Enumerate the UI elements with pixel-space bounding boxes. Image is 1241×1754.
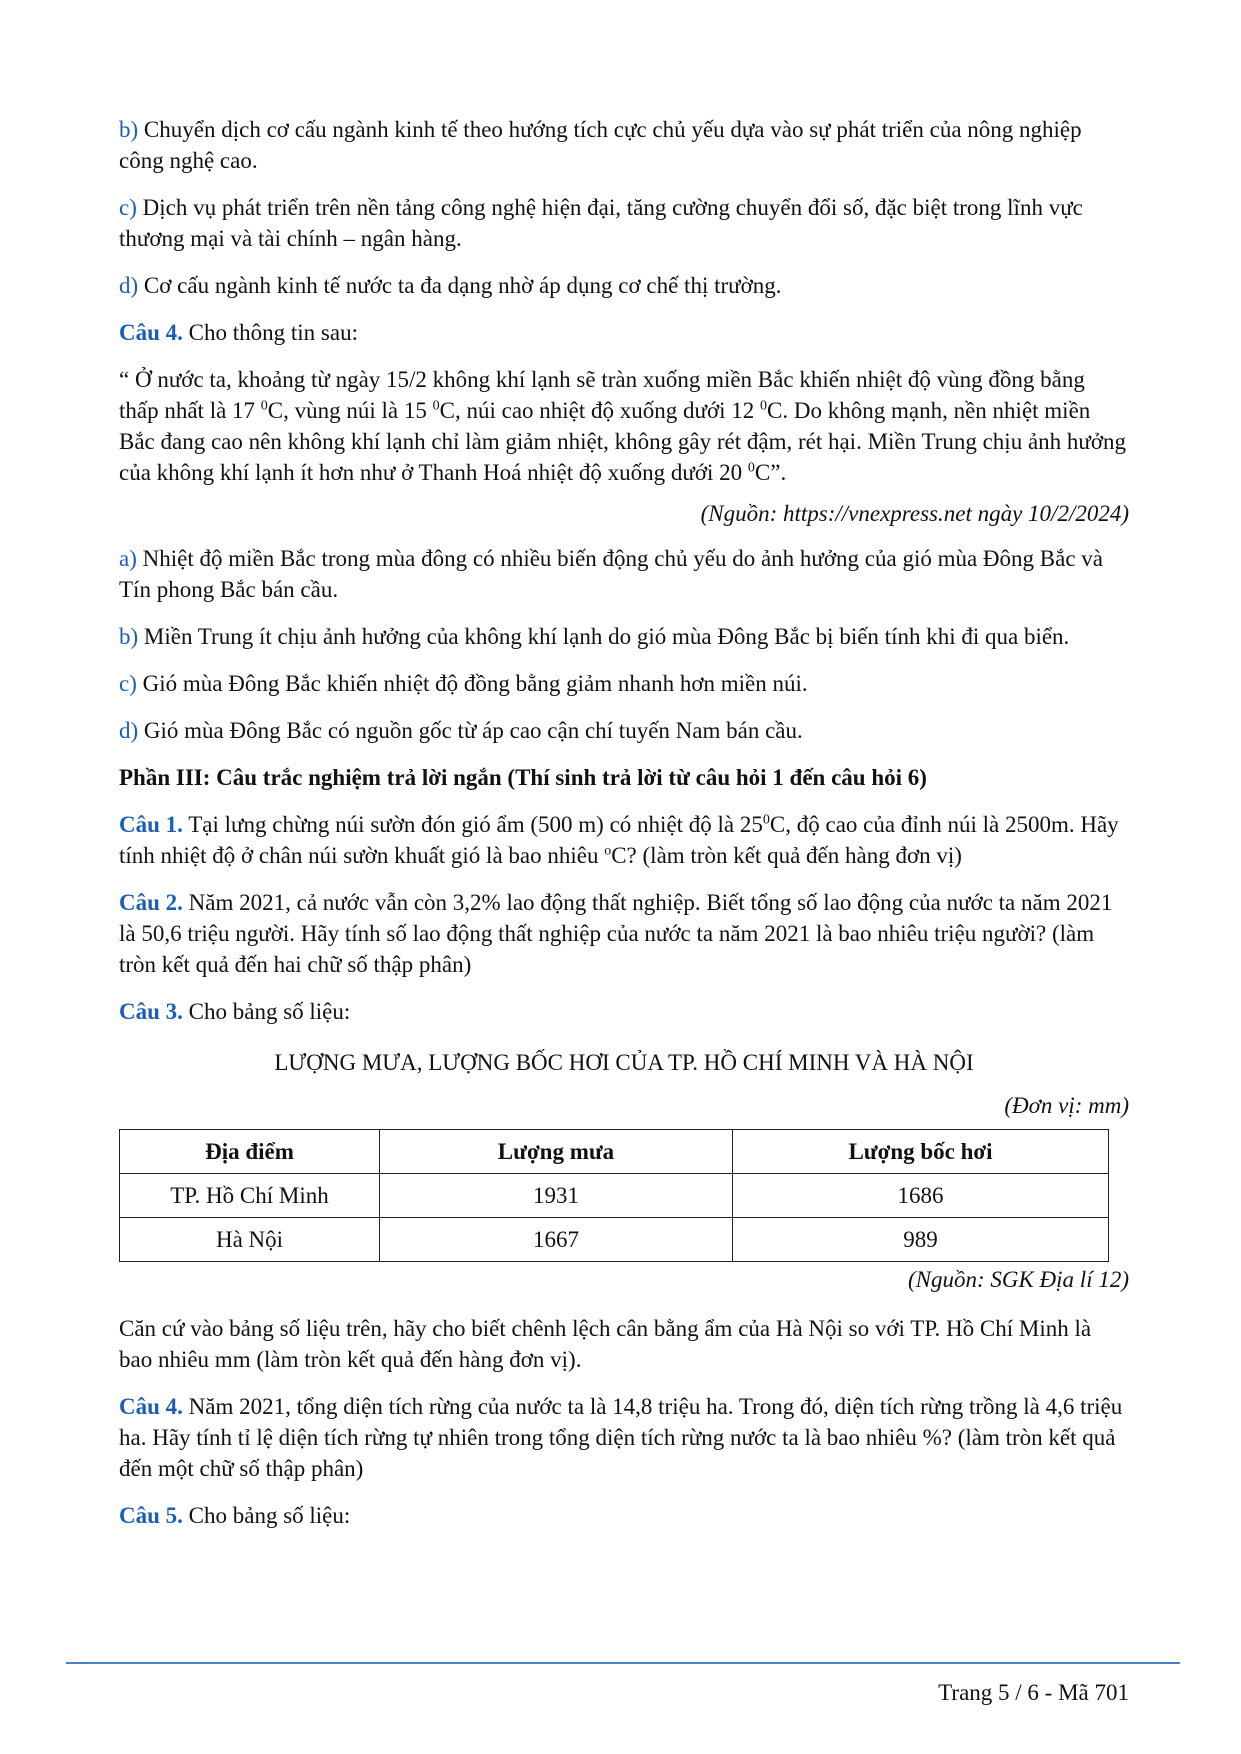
degree-mark: 0 bbox=[760, 398, 768, 414]
degree-mark: 0 bbox=[747, 460, 755, 476]
p3-question-5 bbox=[119, 1500, 1129, 1531]
quote-text: C”. bbox=[754, 460, 787, 485]
question-text: Năm 2021, tổng diện tích rừng của nước ta là 14,8 triệu ha. Trong đó, diện tích rừng trồng là 4,6 triệu ha. Hãy tính tỉ lệ diện tích rừng tự nhiên trong tổng diện tích rừng nước ta là bao nhiêu %? (làm tròn kết quả đến một chữ số thập phân) bbox=[119, 1394, 1123, 1481]
option-label: d) bbox=[119, 273, 139, 298]
q4-option-c bbox=[119, 668, 1129, 699]
option-text: Chuyển dịch cơ cấu ngành kinh tế theo hướng tích cực chủ yếu dựa vào sự phát triển của nông nghiệp công nghệ cao. bbox=[119, 117, 1082, 173]
table-unit: (Đơn vị: mm) bbox=[1004, 1093, 1129, 1118]
table-header-row bbox=[120, 1130, 1109, 1174]
table-header-cell: Địa điểm bbox=[120, 1130, 380, 1174]
q4-source: (Nguồn: https://vnexpress.net ngày 10/2/2024) bbox=[700, 501, 1129, 526]
footer-divider bbox=[66, 1662, 1180, 1664]
table-header-cell: Lượng bốc hơi bbox=[733, 1130, 1109, 1174]
table-cell: 989 bbox=[733, 1218, 1109, 1262]
question-intro: Cho bảng số liệu: bbox=[188, 999, 351, 1024]
question-text: C, độ cao của đỉnh núi là 2500m. Hãy tính nhiệt độ ở chân núi sườn khuất gió là bao nhiêu bbox=[119, 812, 1119, 868]
option-text: Gió mùa Đông Bắc khiến nhiệt độ đồng bằng giảm nhanh hơn miền núi. bbox=[142, 671, 808, 696]
q4-header bbox=[119, 317, 1129, 348]
data-table bbox=[119, 1129, 1109, 1262]
question-intro: Cho thông tin sau: bbox=[188, 320, 358, 345]
p3-question-4 bbox=[119, 1391, 1129, 1484]
option-text: Nhiệt độ miền Bắc trong mùa đông có nhiều biến động chủ yếu do ảnh hưởng của gió mùa Đông Bắc và Tín phong Bắc bán cầu. bbox=[119, 546, 1104, 602]
option-text: Gió mùa Đông Bắc có nguồn gốc từ áp cao cận chí tuyến Nam bán cầu. bbox=[143, 718, 803, 743]
p3-question-2 bbox=[119, 887, 1129, 980]
question-number: Câu 4. bbox=[119, 1394, 183, 1419]
question-number: Câu 4. bbox=[119, 320, 183, 345]
table-row bbox=[120, 1174, 1109, 1218]
q3-option-c bbox=[119, 192, 1129, 254]
question-number: Câu 2. bbox=[119, 890, 183, 915]
question-number: Câu 1. bbox=[119, 812, 183, 837]
q3-option-b bbox=[119, 114, 1129, 176]
degree-mark: o bbox=[604, 843, 612, 859]
option-label: b) bbox=[119, 624, 139, 649]
option-label: c) bbox=[119, 195, 137, 220]
question-number: Câu 5. bbox=[119, 1503, 183, 1528]
option-label: a) bbox=[119, 546, 137, 571]
part3-heading: Phần III: Câu trắc nghiệm trả lời ngắn (Thí sinh trả lời từ câu hỏi 1 đến câu hỏi 6) bbox=[119, 765, 927, 790]
table-row bbox=[120, 1218, 1109, 1262]
table-cell: 1667 bbox=[380, 1218, 733, 1262]
table-cell: 1686 bbox=[733, 1174, 1109, 1218]
question-text: C? (làm tròn kết quả đến hàng đơn vị) bbox=[611, 843, 962, 868]
q4-option-b bbox=[119, 621, 1129, 652]
q4-option-a bbox=[119, 543, 1129, 605]
quote-text: C, núi cao nhiệt độ xuống dưới 12 bbox=[439, 398, 761, 423]
quote-text: “ Ở nước ta, khoảng từ ngày 15/2 không khí lạnh sẽ tràn xuống miền Bắc khiến nhiệt độ vùng đồng bằng thấp nhất là 17 bbox=[119, 367, 1085, 423]
table-source: (Nguồn: SGK Địa lí 12) bbox=[907, 1267, 1129, 1292]
quote-text: C, vùng núi là 15 bbox=[267, 398, 433, 423]
p3-question-1 bbox=[119, 809, 1129, 871]
option-label: d) bbox=[119, 718, 139, 743]
q4-option-d bbox=[119, 715, 1129, 746]
degree-mark: 0 bbox=[260, 398, 268, 414]
q3-option-d bbox=[119, 270, 1129, 301]
option-label: b) bbox=[119, 117, 139, 142]
p3-question-3-text: Căn cứ vào bảng số liệu trên, hãy cho biết chênh lệch cân bằng ẩm của Hà Nội so với TP. Hồ Chí Minh là bao nhiêu mm (làm tròn kết quả đến hàng đơn vị). bbox=[119, 1316, 1092, 1372]
table-header-cell: Lượng mưa bbox=[380, 1130, 733, 1174]
option-text: Cơ cấu ngành kinh tế nước ta đa dạng nhờ áp dụng cơ chế thị trường. bbox=[143, 273, 782, 298]
option-text: Dịch vụ phát triển trên nền tảng công nghệ hiện đại, tăng cường chuyển đổi số, đặc biệt trong lĩnh vực thương mại và tài chính – ngân hàng. bbox=[119, 195, 1083, 251]
page-footer: Trang 5 / 6 - Mã 701 bbox=[938, 1680, 1129, 1705]
degree-mark: 0 bbox=[432, 398, 440, 414]
page-content bbox=[119, 114, 1129, 1547]
question-text: Năm 2021, cả nước vẫn còn 3,2% lao động thất nghiệp. Biết tổng số lao động của nước ta năm 2021 là 50,6 triệu người. Hãy tính số lao động thất nghiệp của nước ta năm 2021 là bao nhiêu triệu người? (làm tròn kết quả đến hai chữ số thập phân) bbox=[119, 890, 1113, 977]
option-label: c) bbox=[119, 671, 137, 696]
option-text: Miền Trung ít chịu ảnh hưởng của không khí lạnh do gió mùa Đông Bắc bị biến tính khi đi qua biển. bbox=[143, 624, 1070, 649]
q4-quote bbox=[119, 364, 1129, 488]
p3-question-3 bbox=[119, 996, 1129, 1027]
question-number: Câu 3. bbox=[119, 999, 183, 1024]
table-cell: Hà Nội bbox=[120, 1218, 380, 1262]
table-cell: 1931 bbox=[380, 1174, 733, 1218]
question-intro: Cho bảng số liệu: bbox=[188, 1503, 351, 1528]
question-text: Tại lưng chừng núi sườn đón gió ẩm (500 m) có nhiệt độ là 25 bbox=[188, 812, 763, 837]
quote-text: C. Do không mạnh, nền nhiệt miền Bắc đang cao nên không khí lạnh chỉ làm giảm nhiệt, không gây rét đậm, rét hại. Miền Trung chịu ảnh hưởng của không khí lạnh ít hơn như ở Thanh Hoá nhiệt độ xuống dưới 20 bbox=[119, 398, 1127, 485]
table-title: LƯỢNG MƯA, LƯỢNG BỐC HƠI CỦA TP. HỒ CHÍ MINH VÀ HÀ NỘI bbox=[274, 1050, 974, 1075]
table-cell: TP. Hồ Chí Minh bbox=[120, 1174, 380, 1218]
degree-mark: 0 bbox=[762, 812, 770, 828]
